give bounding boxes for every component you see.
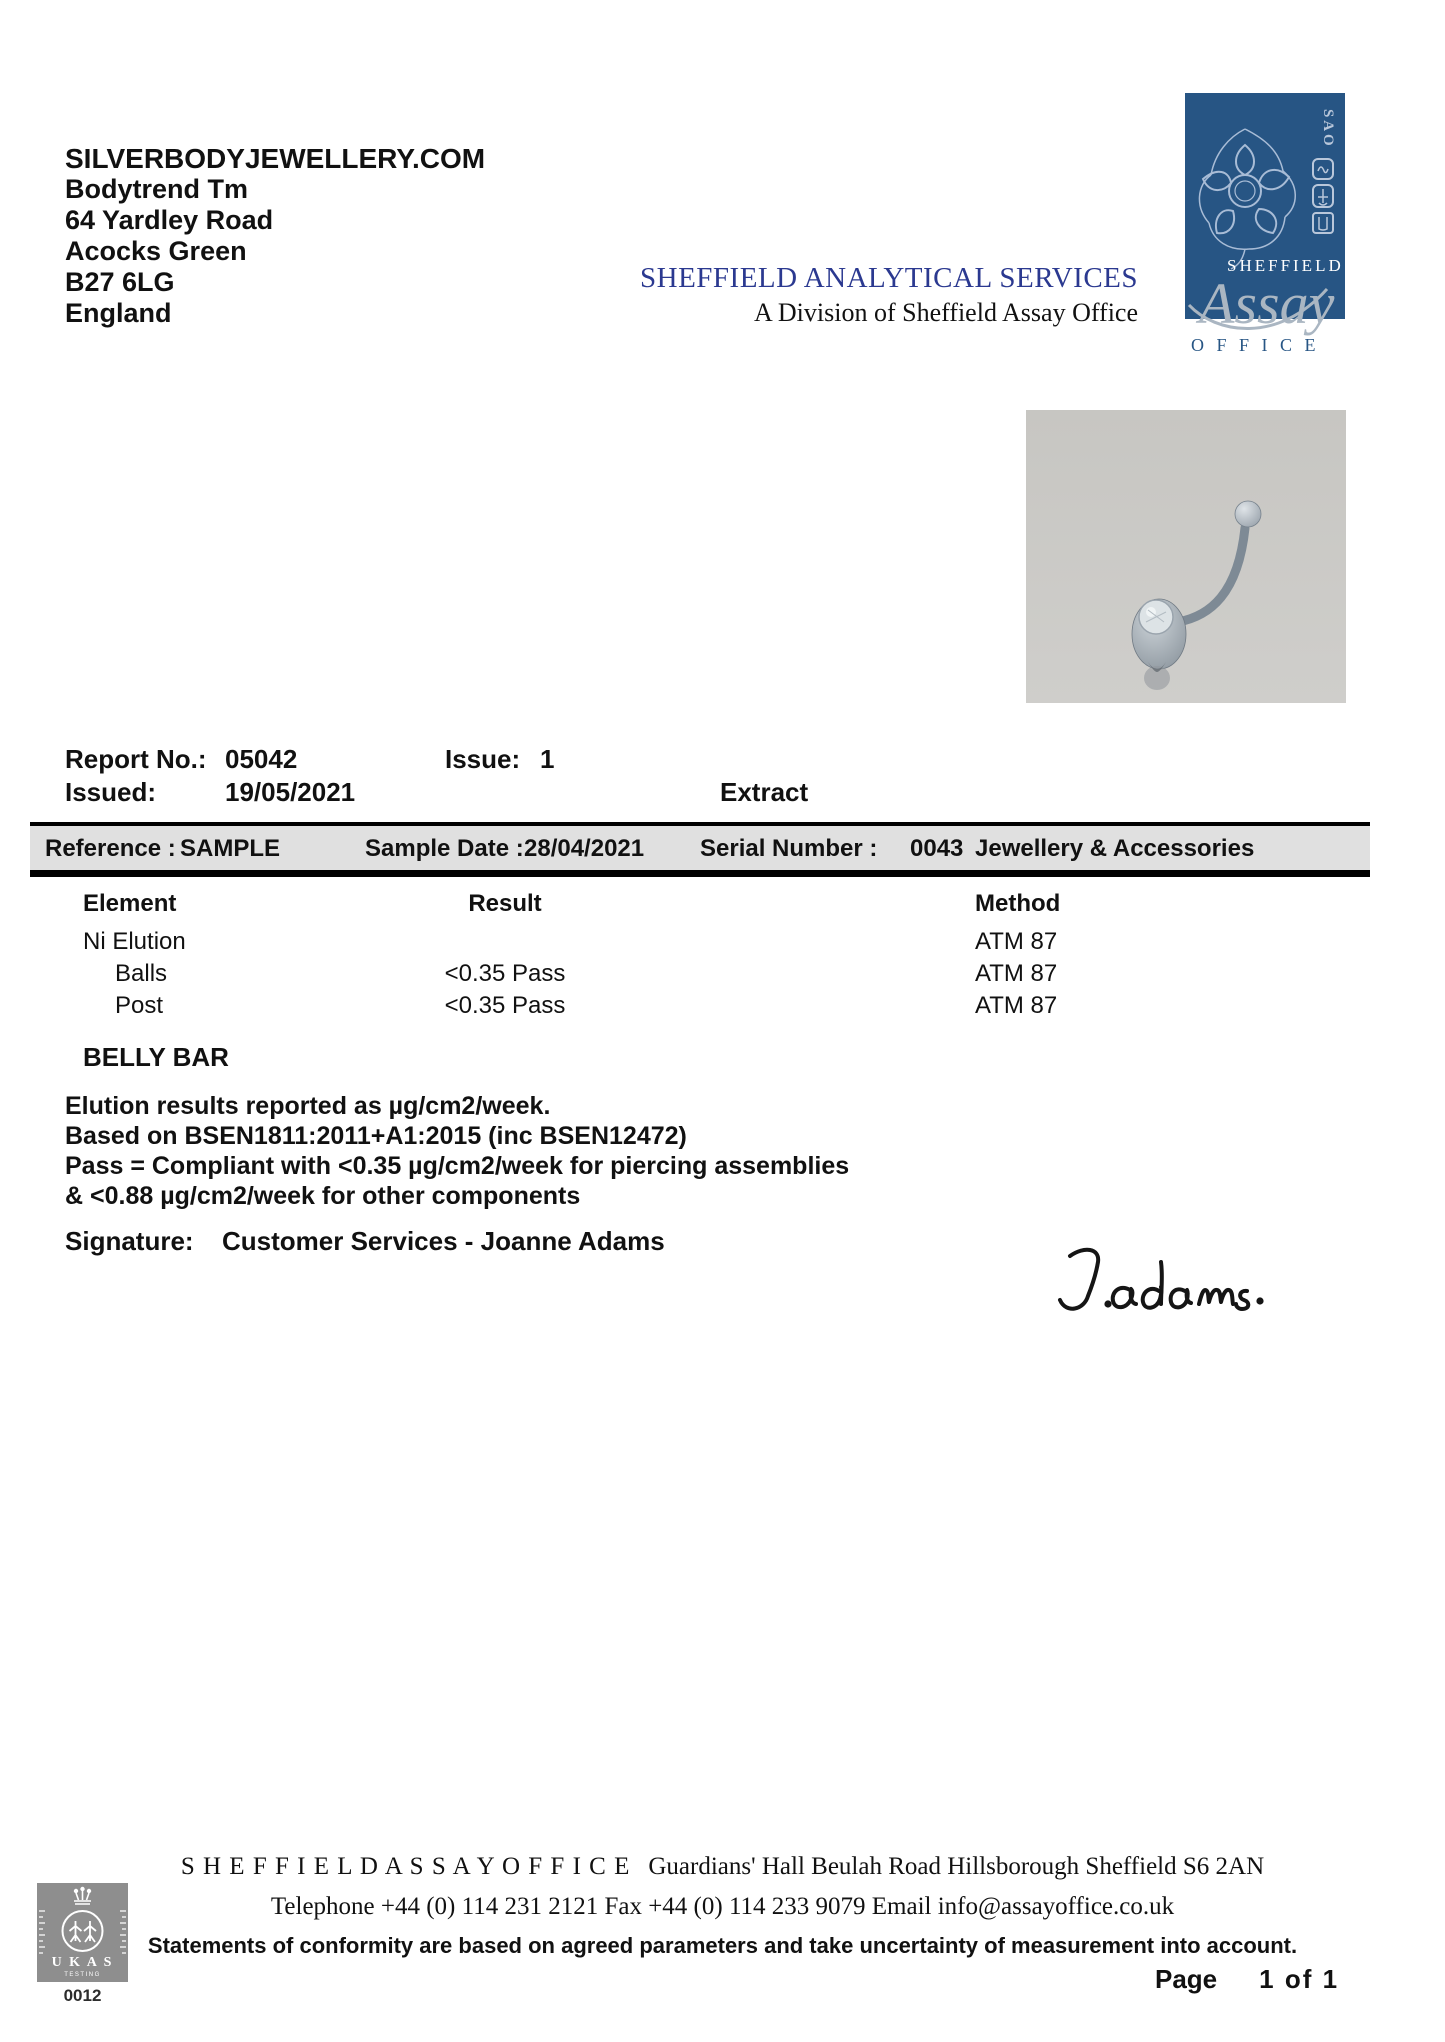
ukas-name-text: U K A S [51, 1955, 114, 1970]
address-block [65, 143, 485, 329]
item-name: BELLY BAR [83, 1042, 229, 1072]
sample-date-label: Sample Date : [365, 835, 524, 862]
ukas-mark [37, 1883, 128, 1982]
serial-number-value: 0043 [910, 835, 964, 862]
header-element: Element [83, 890, 177, 917]
signature-name: Customer Services - Joanne Adams [222, 1226, 665, 1256]
signature-handwriting [1042, 1240, 1272, 1320]
cell-method: ATM 87 [975, 960, 1058, 987]
report-no-value: 05042 [225, 744, 298, 774]
reference-label: Reference : [45, 835, 176, 862]
page-value: 1 of 1 [1259, 1964, 1340, 1994]
issue-value: 1 [540, 744, 555, 774]
page-label: Page [1155, 1964, 1218, 1994]
note-line: Pass = Compliant with <0.35 µg/cm2/week for piercing assemblies [65, 1152, 850, 1180]
ukas-number: 0012 [63, 1986, 102, 2005]
header-result: Result [468, 890, 542, 917]
page-number [1155, 1964, 1339, 1995]
issued-value: 19/05/2021 [225, 777, 356, 807]
sample-date-value: 28/04/2021 [524, 835, 645, 862]
footer-office-address: Guardians' Hall Beulah Road Hillsborough Sheffield S6 2AN [648, 1853, 1265, 1880]
table-row [30, 992, 1370, 1022]
extract-label: Extract [720, 777, 809, 807]
report-no-label: Report No.: [65, 744, 207, 774]
logo-office-text: O F F I C E [1191, 335, 1320, 355]
handwritten-signature-icon [1042, 1240, 1272, 1320]
cell-method: ATM 87 [975, 928, 1058, 955]
cell-element: Balls [115, 960, 168, 987]
client-address-line: Acocks Green [65, 236, 247, 266]
logo-assay-text: Assay [1199, 271, 1335, 336]
notes-block [65, 1091, 849, 1211]
note-line: Based on BSEN1811:2011+A1:2015 (inc BSEN12472) [65, 1122, 687, 1150]
category-value: Jewellery & Accessories [975, 835, 1255, 862]
note-line: Elution results reported as µg/cm2/week. [65, 1092, 551, 1120]
belly-bar-photo [1026, 410, 1346, 703]
footer-conformity-line: Statements of conformity are based on agreed parameters and take uncertainty of measurement into account. [147, 1933, 1298, 1958]
cell-result: <0.35 Pass [444, 960, 566, 987]
client-address-line: B27 6LG [65, 267, 175, 297]
assay-logo-graphic [1185, 93, 1345, 365]
cell-element: Ni Elution [83, 928, 186, 955]
header-method: Method [975, 890, 1061, 917]
client-address-line: 64 Yardley Road [65, 205, 274, 235]
sheffield-assay-office-logo [1185, 93, 1345, 365]
footer-office-line [0, 1853, 1445, 1881]
bar-top-ball [1235, 501, 1261, 527]
svg-text:S A O: S A O [1320, 109, 1336, 146]
reference-band-bottom-rule [30, 870, 1370, 877]
table-row [30, 960, 1370, 990]
lab-title: SHEFFIELD ANALYTICAL SERVICES [640, 262, 1138, 294]
footer-contact-line: Telephone +44 (0) 114 231 2121 Fax +44 (0) 114 233 9079 Email info@assayoffice.co.uk [270, 1893, 1175, 1920]
client-address-line: England [65, 298, 172, 328]
issue-label: Issue: [445, 744, 521, 774]
client-address-line: Bodytrend Tm [65, 174, 249, 204]
lab-subtitle: A Division of Sheffield Assay Office [754, 298, 1138, 327]
signature-label: Signature: [65, 1226, 194, 1256]
issued-label: Issued: [65, 777, 157, 807]
reference-band [30, 826, 1370, 870]
results-table-header [30, 890, 1370, 920]
ukas-type-text: TESTING [64, 1972, 101, 1978]
cell-result: <0.35 Pass [444, 992, 566, 1019]
table-row [30, 928, 1370, 958]
client-company: SILVERBODYJEWELLERY.COM [65, 143, 486, 174]
crown-icon [74, 1888, 91, 1904]
ukas-logo-icon [37, 1883, 128, 1982]
footer-office-name: S H E F F I E L D A S S A Y O F F I C E [180, 1853, 631, 1880]
serial-number-label: Serial Number : [700, 835, 878, 862]
cell-element: Post [115, 992, 164, 1019]
note-line: & <0.88 µg/cm2/week for other components [65, 1182, 581, 1210]
logo-sheffield-text: SHEFFIELD [1227, 256, 1344, 275]
cell-method: ATM 87 [975, 992, 1058, 1019]
product-photo [1026, 410, 1346, 703]
reference-value: SAMPLE [180, 835, 281, 862]
